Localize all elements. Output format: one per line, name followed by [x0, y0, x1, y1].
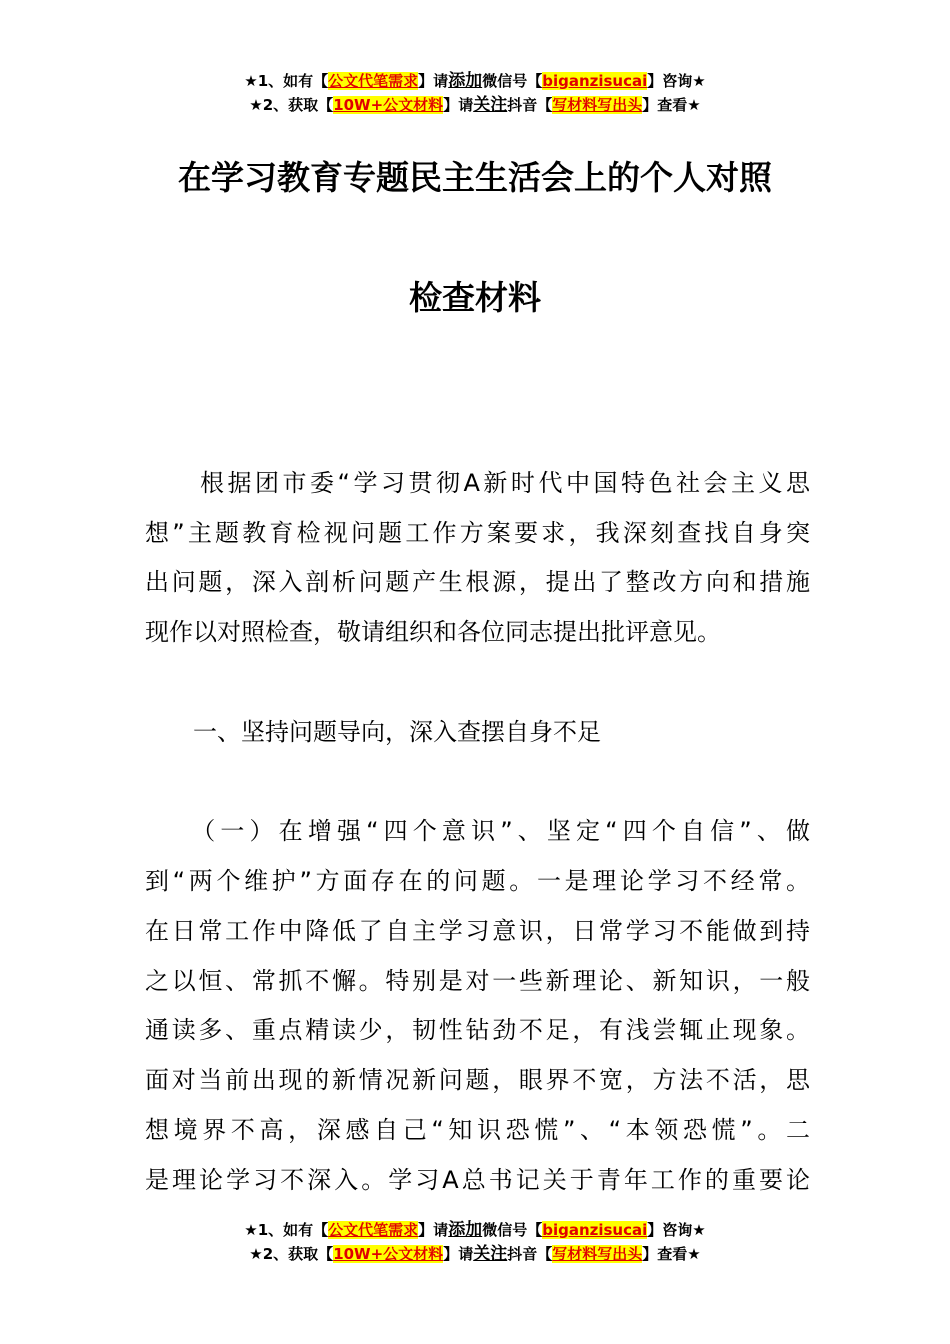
body-line: 在日常工作中降低了自主学习意识，日常学习不能做到持 [145, 917, 810, 945]
document-title-line-1: 在学习教育专题民主生活会上的个人对照 [178, 158, 772, 197]
section-heading: 一、坚持问题导向，深入查摆自身不足 [145, 718, 601, 746]
body-line: 之以恒、常抓不懈。特别是对一些新理论、新知识，一般 [145, 967, 810, 995]
document-title-line-2: 检查材料 [409, 278, 541, 317]
body-line: 现作以对照检查，敬请组织和各位同志提出批评意见。 [145, 618, 721, 646]
body-line: （一）在增强“四个意识”、坚定“四个自信”、做 [145, 817, 810, 845]
body-line: 出问题，深入剖析问题产生根源，提出了整改方向和措施 [145, 568, 810, 596]
body-line: 是理论学习不深入。学习A总书记关于青年工作的重要论 [145, 1166, 810, 1194]
body-line: 通读多、重点精读少，韧性钻劲不足，有浅尝辄止现象。 [145, 1016, 810, 1044]
promo-line-1: ★1、如有【公文代笔需求】请添加微信号【biganzisucai】咨询★ [244, 1220, 706, 1240]
body-line: 想”主题教育检视问题工作方案要求，我深刻查找自身突 [145, 519, 810, 547]
promo-header [0, 69, 950, 117]
promo-line-1: ★1、如有【公文代笔需求】请添加微信号【biganzisucai】咨询★ [244, 71, 706, 91]
body-line: 想境界不高，深感自己“知识恐慌”、“本领恐慌”。二 [145, 1116, 810, 1144]
promo-line-2: ★2、获取【10W+公文材料】请关注抖音【写材料写出头】查看★ [249, 1244, 701, 1264]
body-line: 根据团市委“学习贯彻A新时代中国特色社会主义思 [145, 469, 810, 497]
promo-line-2: ★2、获取【10W+公文材料】请关注抖音【写材料写出头】查看★ [249, 95, 701, 115]
promo-footer [0, 1218, 950, 1266]
body-line: 面对当前出现的新情况新问题，眼界不宽，方法不活，思 [145, 1066, 810, 1094]
body-line: 到“两个维护”方面存在的问题。一是理论学习不经常。 [145, 867, 810, 895]
